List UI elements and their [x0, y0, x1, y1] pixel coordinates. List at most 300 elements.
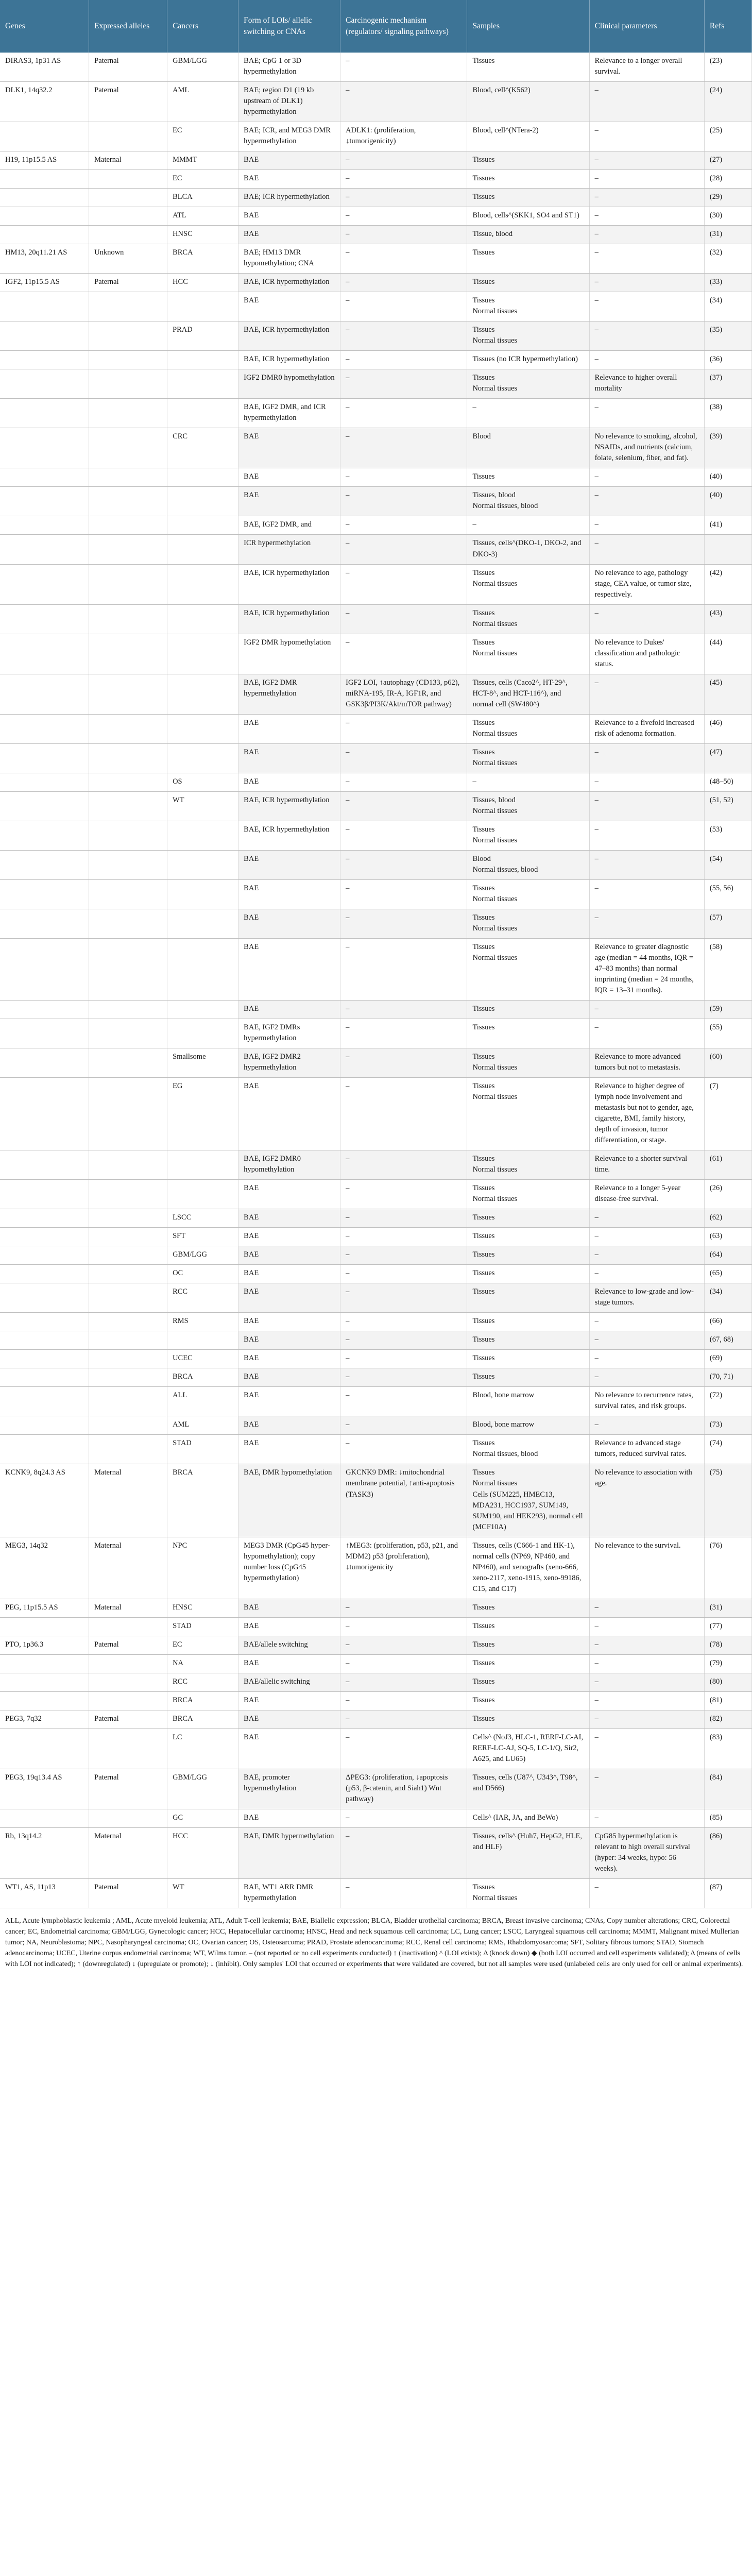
cancer-cell [167, 516, 238, 535]
table-row [0, 151, 752, 170]
refs-cell: (34) [704, 292, 751, 321]
table-row [0, 226, 752, 244]
clinical-cell: – [589, 1636, 704, 1654]
table-row [0, 53, 752, 82]
allele-cell: Paternal [89, 53, 167, 82]
samples-cell: Tissues [467, 1265, 589, 1283]
table-row [0, 1710, 752, 1728]
form-cell: BAE, ICR hypermethylation [238, 791, 340, 821]
clinical-cell: – [589, 487, 704, 516]
allele-cell [89, 1368, 167, 1387]
table-row [0, 1691, 752, 1710]
clinical-cell: – [589, 351, 704, 369]
header-clinical-parameters: Clinical parameters [589, 0, 704, 53]
form-cell: BAE, ICR hypermethylation [238, 321, 340, 351]
cancer-cell: CRC [167, 428, 238, 468]
form-cell: BAE, ICR hypermethylation [238, 564, 340, 604]
allele-cell [89, 773, 167, 791]
table-body [0, 53, 752, 1908]
mechanism-cell: – [340, 1209, 467, 1228]
cancer-cell [167, 1150, 238, 1180]
cancer-cell: BRCA [167, 1464, 238, 1537]
form-cell: BAE [238, 1283, 340, 1313]
form-cell: BAE, ICR hypermethylation [238, 351, 340, 369]
refs-cell: (72) [704, 1387, 751, 1416]
mechanism-cell: – [340, 207, 467, 226]
table-row [0, 399, 752, 428]
allele-cell [89, 535, 167, 564]
mechanism-cell: – [340, 850, 467, 879]
clinical-cell: – [589, 604, 704, 634]
refs-cell: (80) [704, 1673, 751, 1691]
mechanism-cell: – [340, 487, 467, 516]
mechanism-cell: – [340, 1331, 467, 1350]
refs-cell: (55) [704, 1019, 751, 1048]
samples-cell: Tissues [467, 1350, 589, 1368]
table-row [0, 909, 752, 938]
form-cell: BAE, promoter hypermethylation [238, 1769, 340, 1809]
gene-cell [0, 292, 89, 321]
gene-cell [0, 1368, 89, 1387]
refs-cell: (76) [704, 1537, 751, 1599]
allele-cell [89, 1228, 167, 1246]
refs-cell: (86) [704, 1827, 751, 1878]
allele-cell [89, 1691, 167, 1710]
gene-cell [0, 773, 89, 791]
mechanism-cell: – [340, 399, 467, 428]
refs-cell: (33) [704, 274, 751, 292]
allele-cell [89, 714, 167, 743]
form-cell: BAE, IGF2 DMR hypermethylation [238, 674, 340, 714]
samples-cell: Tissues Normal tissues [467, 821, 589, 850]
clinical-cell: – [589, 292, 704, 321]
gene-cell [0, 1673, 89, 1691]
table-row [0, 1809, 752, 1827]
mechanism-cell: – [340, 1180, 467, 1209]
cancer-cell [167, 634, 238, 674]
mechanism-cell: – [340, 1048, 467, 1078]
form-cell: BAE, WT1 ARR DMR hypermethylation [238, 1878, 340, 1908]
form-cell: BAE/allele switching [238, 1636, 340, 1654]
samples-cell: Blood, cell^(NTera-2) [467, 122, 589, 151]
samples-cell: Tissues Normal tissues [467, 743, 589, 773]
refs-cell: (63) [704, 1228, 751, 1246]
table-row [0, 1599, 752, 1617]
mechanism-cell: – [340, 1001, 467, 1019]
samples-cell: Tissues, blood Normal tissues [467, 791, 589, 821]
form-cell: BAE, IGF2 DMR2 hypermethylation [238, 1048, 340, 1078]
gene-cell: IGF2, 11p15.5 AS [0, 274, 89, 292]
table-row [0, 1001, 752, 1019]
mechanism-cell: – [340, 1809, 467, 1827]
allele-cell [89, 821, 167, 850]
allele-cell [89, 170, 167, 189]
clinical-cell: Relevance to low-grade and low-stage tumors. [589, 1283, 704, 1313]
refs-cell: (37) [704, 369, 751, 399]
clinical-cell: – [589, 1246, 704, 1265]
gene-cell [0, 938, 89, 1000]
gene-cell [0, 1078, 89, 1150]
cancer-cell [167, 468, 238, 487]
form-cell: BAE [238, 1265, 340, 1283]
refs-cell: (54) [704, 850, 751, 879]
allele-cell: Paternal [89, 1878, 167, 1908]
cancer-cell: RCC [167, 1283, 238, 1313]
gene-cell [0, 821, 89, 850]
clinical-cell: – [589, 1728, 704, 1769]
mechanism-cell: – [340, 226, 467, 244]
mechanism-cell: – [340, 1416, 467, 1435]
table-row [0, 1878, 752, 1908]
cancer-cell: GBM/LGG [167, 53, 238, 82]
form-cell: BAE, ICR hypermethylation [238, 274, 340, 292]
cancer-cell: GC [167, 1809, 238, 1827]
table-row [0, 1048, 752, 1078]
gene-cell [0, 207, 89, 226]
form-cell: BAE, IGF2 DMR, and [238, 516, 340, 535]
gene-cell [0, 1246, 89, 1265]
allele-cell [89, 1209, 167, 1228]
mechanism-cell: – [340, 321, 467, 351]
table-row [0, 1416, 752, 1435]
cancer-cell: HNSC [167, 226, 238, 244]
form-cell: BAE [238, 1228, 340, 1246]
table-row [0, 1283, 752, 1313]
clinical-cell: – [589, 1228, 704, 1246]
form-cell: BAE; ICR, and MEG3 DMR hypermethylation [238, 122, 340, 151]
cancer-cell: EC [167, 170, 238, 189]
clinical-cell: – [589, 170, 704, 189]
refs-cell: (78) [704, 1636, 751, 1654]
table-row [0, 369, 752, 399]
cancer-cell: STAD [167, 1435, 238, 1464]
refs-cell: (41) [704, 516, 751, 535]
mechanism-cell: – [340, 564, 467, 604]
gene-cell [0, 1387, 89, 1416]
clinical-cell: No relevance to age, pathology stage, CEA value, or tumor size, respectively. [589, 564, 704, 604]
allele-cell [89, 369, 167, 399]
table-row [0, 850, 752, 879]
samples-cell: Tissues [467, 1617, 589, 1636]
samples-cell: Tissues Normal tissues [467, 1878, 589, 1908]
table-row [0, 1636, 752, 1654]
refs-cell: (35) [704, 321, 751, 351]
allele-cell [89, 879, 167, 909]
refs-cell: (84) [704, 1769, 751, 1809]
refs-cell: (32) [704, 244, 751, 274]
mechanism-cell: – [340, 274, 467, 292]
form-cell: BAE [238, 773, 340, 791]
clinical-cell: – [589, 1313, 704, 1331]
clinical-cell: – [589, 468, 704, 487]
clinical-cell: Relevance to a fivefold increased risk of adenoma formation. [589, 714, 704, 743]
allele-cell [89, 1331, 167, 1350]
refs-cell: (57) [704, 909, 751, 938]
cancer-cell: RMS [167, 1313, 238, 1331]
refs-cell: (7) [704, 1078, 751, 1150]
gene-cell [0, 226, 89, 244]
allele-cell [89, 122, 167, 151]
clinical-cell: – [589, 244, 704, 274]
samples-cell: Tissues Normal tissues, blood [467, 1435, 589, 1464]
samples-cell: Tissues Normal tissues [467, 604, 589, 634]
mechanism-cell: – [340, 1710, 467, 1728]
gene-cell: DLK1, 14q32.2 [0, 82, 89, 122]
cancer-cell [167, 604, 238, 634]
form-cell: MEG3 DMR (CpG45 hyper-hypomethylation); copy number loss (CpG45 hypermethylation) [238, 1537, 340, 1599]
clinical-cell: – [589, 1265, 704, 1283]
clinical-cell: Relevance to higher degree of lymph node involvement and metastasis but not to gender, age, cigarette, BMI, family history, depth of invasion, tumor differentiation, or stage. [589, 1078, 704, 1150]
allele-cell [89, 1078, 167, 1150]
cancer-cell: LC [167, 1728, 238, 1769]
mechanism-cell: – [340, 1150, 467, 1180]
gene-cell [0, 1728, 89, 1769]
cancer-cell: HNSC [167, 1599, 238, 1617]
clinical-cell: – [589, 1673, 704, 1691]
form-cell: BAE [238, 487, 340, 516]
mechanism-cell: – [340, 244, 467, 274]
allele-cell [89, 909, 167, 938]
samples-cell: Tissues [467, 1599, 589, 1617]
clinical-cell: – [589, 1331, 704, 1350]
mechanism-cell: – [340, 151, 467, 170]
allele-cell [89, 1001, 167, 1019]
samples-cell: Tissue, blood [467, 226, 589, 244]
table-row [0, 1180, 752, 1209]
samples-cell: Tissues [467, 170, 589, 189]
allele-cell [89, 604, 167, 634]
gene-cell [0, 1416, 89, 1435]
cancer-cell: BRCA [167, 1368, 238, 1387]
mechanism-cell: – [340, 1313, 467, 1331]
gene-cell [0, 122, 89, 151]
cancer-cell: NA [167, 1654, 238, 1673]
header-expressed-alleles: Expressed alleles [89, 0, 167, 53]
samples-cell: Tissues, cells^ (Huh7, HepG2, HLE, and HLF) [467, 1827, 589, 1878]
allele-cell [89, 292, 167, 321]
cancer-cell: HCC [167, 1827, 238, 1878]
gene-cell [0, 743, 89, 773]
clinical-cell: – [589, 850, 704, 879]
cancer-cell: PRAD [167, 321, 238, 351]
refs-cell: (44) [704, 634, 751, 674]
table-row [0, 821, 752, 850]
mechanism-cell: – [340, 535, 467, 564]
clinical-cell: CpG85 hypermethylation is relevant to high overall survival (hyper: 34 weeks, hypo: 56 weeks). [589, 1827, 704, 1878]
mechanism-cell: – [340, 1078, 467, 1150]
table-row [0, 1150, 752, 1180]
form-cell: BAE [238, 1001, 340, 1019]
clinical-cell: – [589, 773, 704, 791]
refs-cell: (59) [704, 1001, 751, 1019]
form-cell: BAE [238, 1710, 340, 1728]
mechanism-cell: – [340, 909, 467, 938]
cancer-cell [167, 399, 238, 428]
mechanism-cell: – [340, 292, 467, 321]
allele-cell: Maternal [89, 1827, 167, 1878]
samples-cell: Tissues Normal tissues [467, 879, 589, 909]
table-row [0, 1246, 752, 1265]
mechanism-cell: ADLK1: (proliferation, ↓tumorigenicity) [340, 122, 467, 151]
mechanism-cell: – [340, 1387, 467, 1416]
samples-cell: Tissues [467, 1654, 589, 1673]
clinical-cell: Relevance to more advanced tumors but not to metastasis. [589, 1048, 704, 1078]
form-cell: BAE [238, 1654, 340, 1673]
table-row [0, 1209, 752, 1228]
cancer-cell: OS [167, 773, 238, 791]
table-row [0, 122, 752, 151]
samples-cell: Tissues [467, 244, 589, 274]
mechanism-cell: – [340, 82, 467, 122]
allele-cell [89, 1435, 167, 1464]
clinical-cell: – [589, 1209, 704, 1228]
samples-cell: Tissues [467, 274, 589, 292]
samples-cell: Tissues Normal tissues [467, 714, 589, 743]
samples-cell: Tissues [467, 1673, 589, 1691]
refs-cell: (64) [704, 1246, 751, 1265]
table-row [0, 1435, 752, 1464]
form-cell: BAE [238, 428, 340, 468]
allele-cell [89, 487, 167, 516]
mechanism-cell: – [340, 1599, 467, 1617]
gene-cell: PTO, 1p36.3 [0, 1636, 89, 1654]
header-cancers: Cancers [167, 0, 238, 53]
clinical-cell: – [589, 791, 704, 821]
refs-cell: (67, 68) [704, 1331, 751, 1350]
table-header-row [0, 0, 752, 53]
clinical-cell: – [589, 1368, 704, 1387]
samples-cell: Tissues [467, 1283, 589, 1313]
form-cell: BAE [238, 170, 340, 189]
clinical-cell: – [589, 1691, 704, 1710]
samples-cell: Tissues [467, 1368, 589, 1387]
form-cell: BAE [238, 226, 340, 244]
mechanism-cell: – [340, 1283, 467, 1313]
samples-cell: Cells^ (NoJ3, HLC-1, RERF-LC-AI, RERF-LC-AJ, SQ-5, LC-1/Q, Sir2, A625, and LU65) [467, 1728, 589, 1769]
form-cell: IGF2 DMR0 hypomethylation [238, 369, 340, 399]
form-cell: BAE [238, 1691, 340, 1710]
form-cell: BAE [238, 1368, 340, 1387]
header-refs: Refs [704, 0, 751, 53]
table-row [0, 1728, 752, 1769]
clinical-cell: No relevance to the survival. [589, 1537, 704, 1599]
refs-cell: (69) [704, 1350, 751, 1368]
refs-cell: (23) [704, 53, 751, 82]
allele-cell: Paternal [89, 274, 167, 292]
form-cell: IGF2 DMR hypomethylation [238, 634, 340, 674]
refs-cell: (36) [704, 351, 751, 369]
refs-cell: (43) [704, 604, 751, 634]
allele-cell [89, 850, 167, 879]
gene-cell [0, 1350, 89, 1368]
allele-cell [89, 674, 167, 714]
cancer-cell: BRCA [167, 244, 238, 274]
table-row [0, 468, 752, 487]
gene-cell [0, 1617, 89, 1636]
gene-cell: H19, 11p15.5 AS [0, 151, 89, 170]
table-row [0, 535, 752, 564]
cancer-cell: GBM/LGG [167, 1769, 238, 1809]
mechanism-cell: – [340, 369, 467, 399]
refs-cell: (82) [704, 1710, 751, 1728]
gene-cell [0, 1691, 89, 1710]
samples-cell: Blood, bone marrow [467, 1387, 589, 1416]
allele-cell [89, 351, 167, 369]
allele-cell [89, 1350, 167, 1368]
refs-cell: (46) [704, 714, 751, 743]
samples-cell: Blood, bone marrow [467, 1416, 589, 1435]
samples-cell: Tissues Normal tissues [467, 909, 589, 938]
cancer-cell: LSCC [167, 1209, 238, 1228]
table-row [0, 674, 752, 714]
refs-cell: (42) [704, 564, 751, 604]
allele-cell: Maternal [89, 1464, 167, 1537]
refs-cell: (27) [704, 151, 751, 170]
cancer-cell [167, 564, 238, 604]
table-row [0, 1769, 752, 1809]
cancer-cell [167, 909, 238, 938]
refs-cell: (30) [704, 207, 751, 226]
table-row [0, 1265, 752, 1283]
refs-cell: (75) [704, 1464, 751, 1537]
gene-cell [0, 1180, 89, 1209]
mechanism-cell: – [340, 1617, 467, 1636]
samples-cell: Tissues [467, 1246, 589, 1265]
cancer-cell: UCEC [167, 1350, 238, 1368]
samples-cell: Tissues, blood Normal tissues, blood [467, 487, 589, 516]
table-row [0, 1464, 752, 1537]
gene-cell [0, 369, 89, 399]
samples-cell: Tissues Normal tissues [467, 1150, 589, 1180]
table-row [0, 1019, 752, 1048]
clinical-cell: – [589, 274, 704, 292]
samples-cell: Tissues [467, 1228, 589, 1246]
cancer-cell: SFT [167, 1228, 238, 1246]
allele-cell [89, 226, 167, 244]
allele-cell [89, 1246, 167, 1265]
mechanism-cell: – [340, 428, 467, 468]
refs-cell [704, 535, 751, 564]
samples-cell: Tissues [467, 1001, 589, 1019]
refs-cell: (58) [704, 938, 751, 1000]
cancer-cell [167, 1001, 238, 1019]
allele-cell: Paternal [89, 82, 167, 122]
gene-cell [0, 604, 89, 634]
refs-cell: (48–50) [704, 773, 751, 791]
clinical-cell: – [589, 1654, 704, 1673]
mechanism-cell: – [340, 743, 467, 773]
gene-cell [0, 321, 89, 351]
cancer-cell: BRCA [167, 1710, 238, 1728]
gene-cell: WT1, AS, 11p13 [0, 1878, 89, 1908]
samples-cell: Tissues, cells (Caco2^, HT-29^, HCT-8^, and HCT-116^), and normal cell (SW480^) [467, 674, 589, 714]
clinical-cell: Relevance to a longer 5-year disease-free survival. [589, 1180, 704, 1209]
clinical-cell: – [589, 674, 704, 714]
mechanism-cell: – [340, 1654, 467, 1673]
clinical-cell: – [589, 1878, 704, 1908]
mechanism-cell: – [340, 1368, 467, 1387]
allele-cell [89, 468, 167, 487]
form-cell: BAE, ICR hypermethylation [238, 821, 340, 850]
gene-cell [0, 1809, 89, 1827]
samples-cell: Tissues Normal tissues [467, 369, 589, 399]
mechanism-cell: – [340, 1435, 467, 1464]
table-row [0, 1313, 752, 1331]
gene-cell [0, 1283, 89, 1313]
gene-cell [0, 714, 89, 743]
samples-cell: Blood [467, 428, 589, 468]
clinical-cell: Relevance to higher overall mortality [589, 369, 704, 399]
